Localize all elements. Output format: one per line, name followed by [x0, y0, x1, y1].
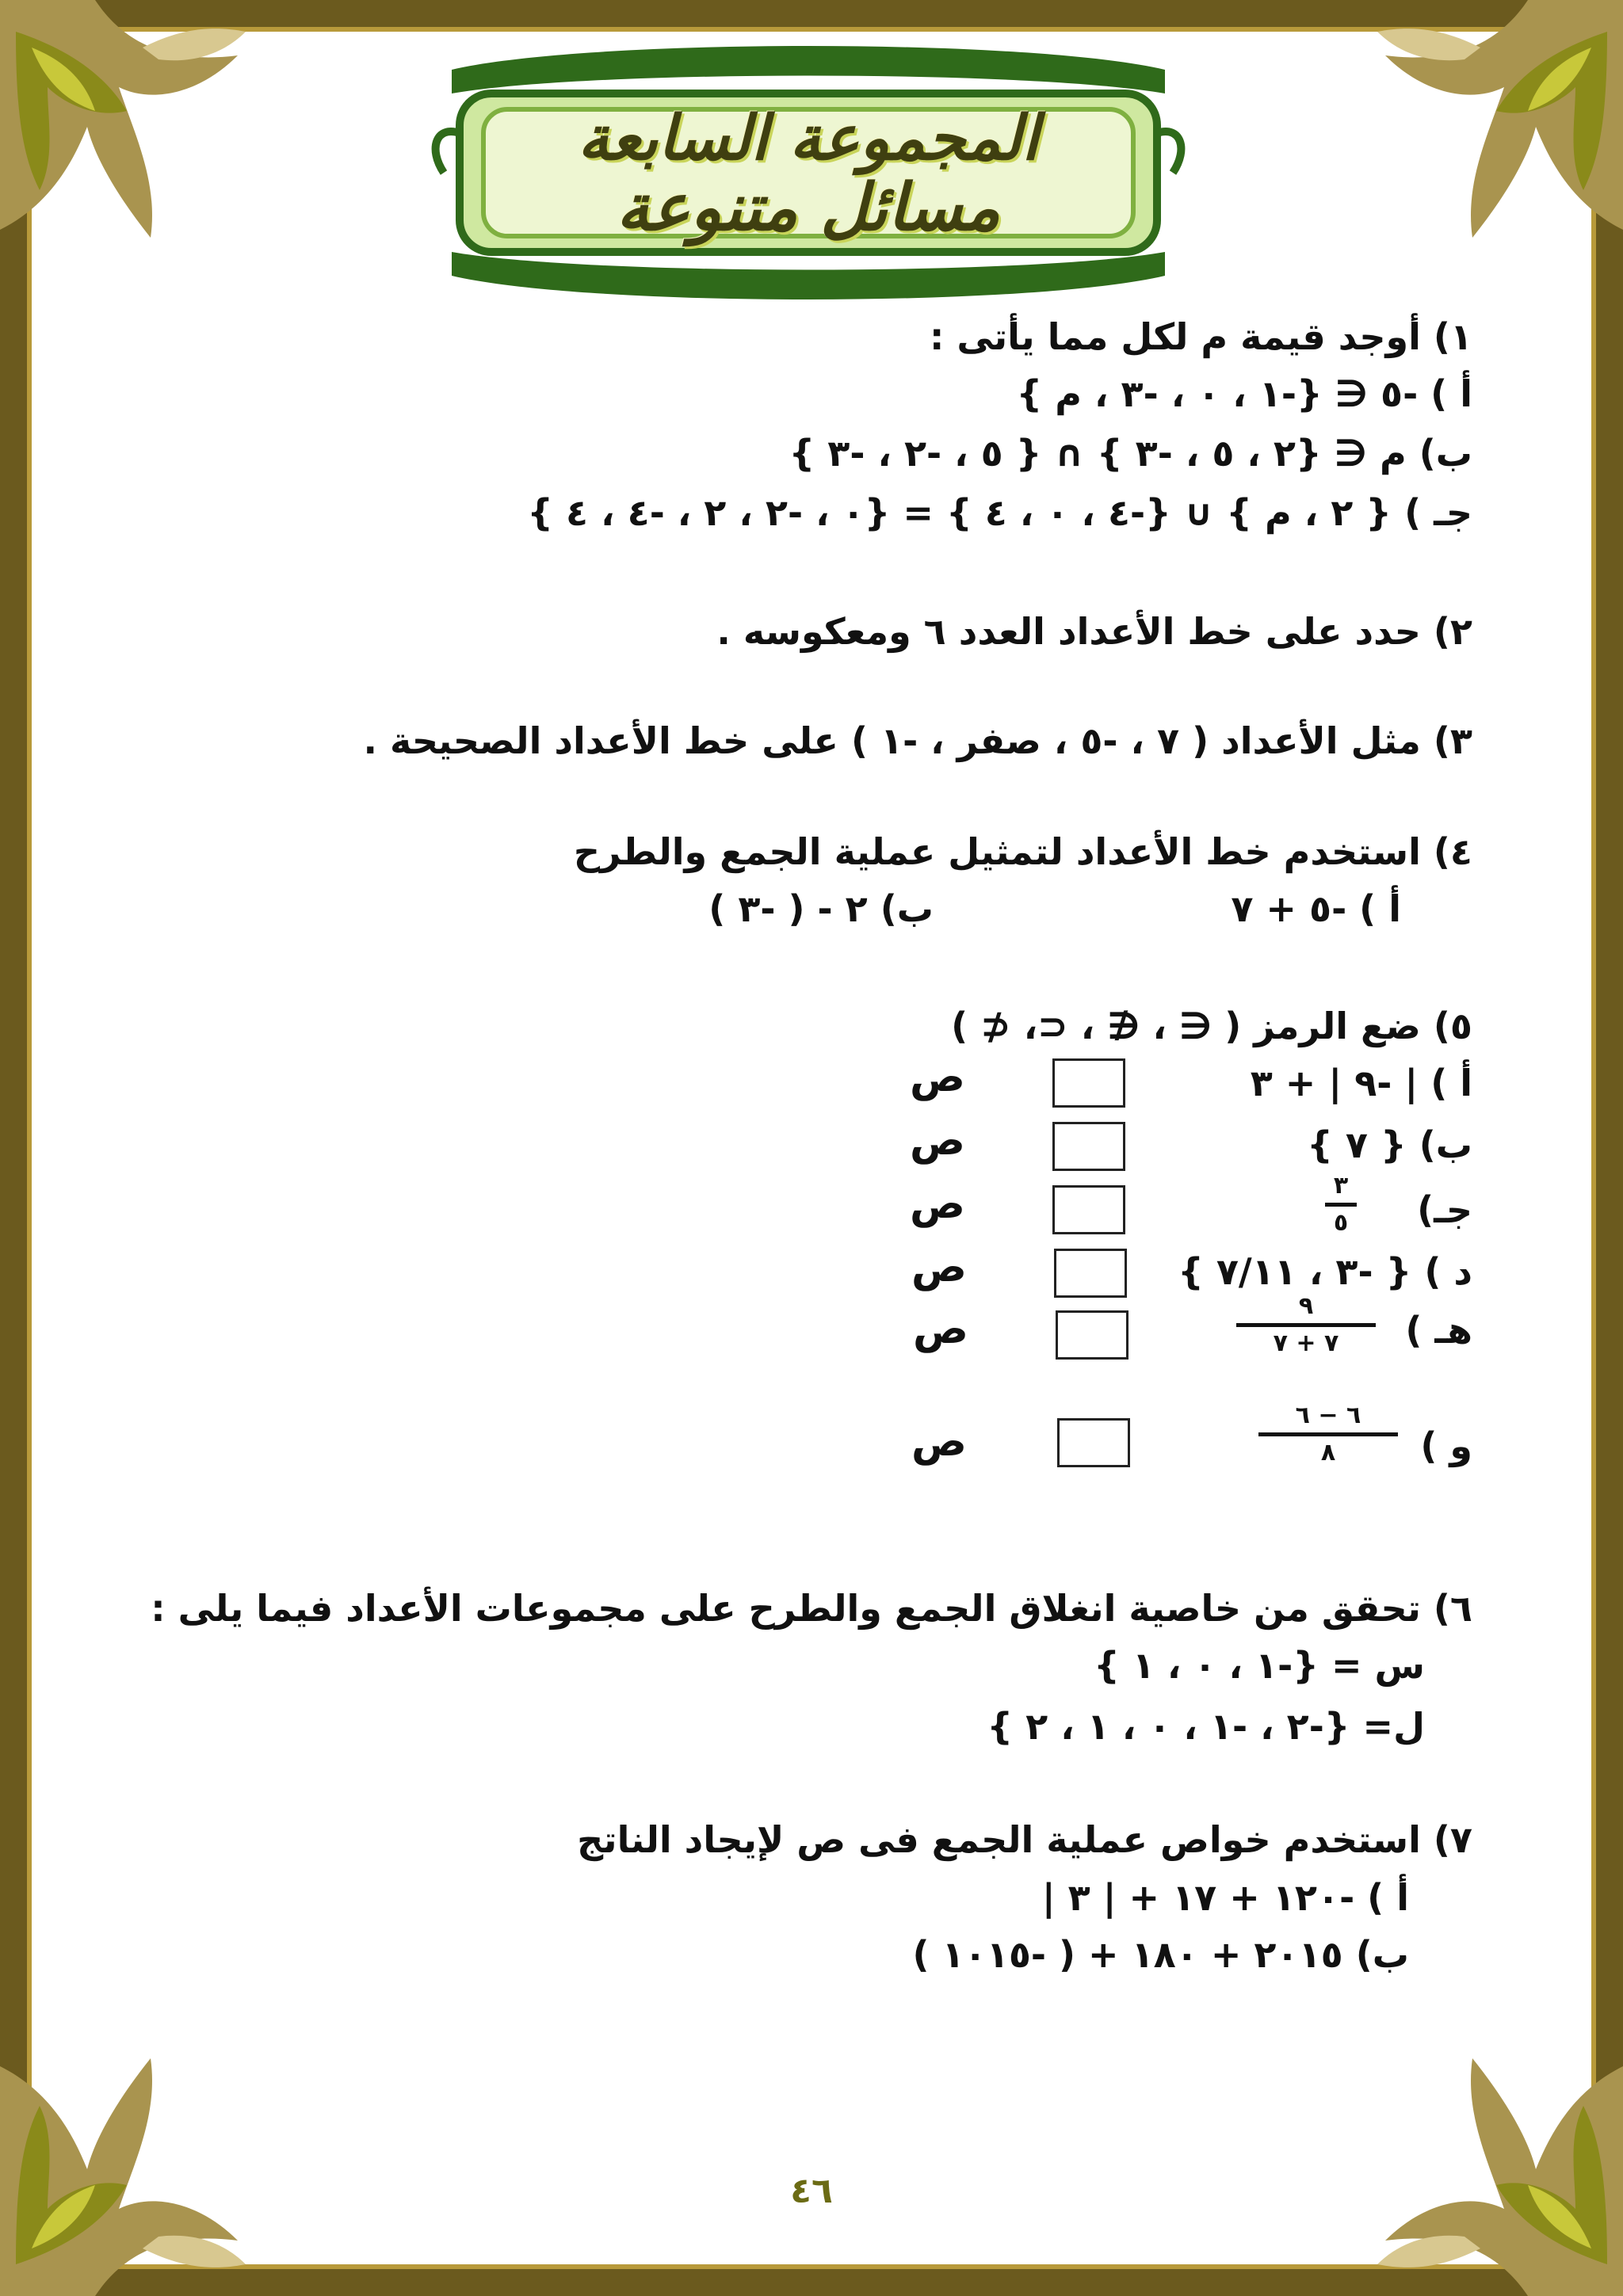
q5-part-d: د ) { -٣ ، ٧/١١ }: [1178, 1250, 1472, 1293]
corner-ornament-icon: [0, 0, 262, 333]
q5-part-c-label: جـ): [1417, 1188, 1472, 1231]
answer-box-b[interactable]: [1052, 1122, 1125, 1171]
q5-prompt: ٥) ضع الرمز ( ∈ ، ∉ ، ⊂، ⊄ ): [951, 1005, 1472, 1047]
fraction-f-denominator: ٨: [1320, 1439, 1336, 1466]
set-z-symbol: ص: [911, 1418, 967, 1466]
answer-box-c[interactable]: [1052, 1185, 1125, 1234]
q1-part-b: ب) م ∈ {٢ ، ٥ ، -٣ } ∩ { ٥ ، -٢ ، -٣ }: [789, 432, 1472, 475]
q1-prompt: ١) أوجد قيمة م لكل مما يأتى :: [929, 315, 1472, 358]
set-z-symbol: ص: [911, 1244, 967, 1291]
corner-ornament-icon: [0, 1963, 262, 2296]
corner-ornament-icon: [1361, 1963, 1623, 2296]
q2-text: ٢) حدد على خط الأعداد العدد ٦ ومعكوسه .: [716, 610, 1472, 653]
set-z-symbol: ص: [913, 1306, 968, 1353]
q5-part-b: ب) { ٧ }: [1307, 1123, 1472, 1166]
q6-prompt: ٦) تحقق من خاصية انغلاق الجمع والطرح على مجموعات الأعداد فيما يلى :: [151, 1587, 1472, 1630]
fraction-f: [1258, 1402, 1398, 1466]
answer-box-a[interactable]: [1052, 1058, 1125, 1108]
q4-part-a: أ ) -٥ + ٧: [1231, 887, 1401, 930]
fraction-f-numerator: ٦ − ٦: [1295, 1402, 1361, 1429]
q7-prompt: ٧) استخدم خواص عملية الجمع فى ص لإيجاد الناتج: [577, 1818, 1472, 1861]
q1-part-a: أ ) -٥ ∈ {-١ ، ٠ ، -٣ ، م }: [1016, 372, 1472, 415]
fraction-c-numerator: ٣: [1333, 1172, 1349, 1199]
q3-text: ٣) مثل الأعداد ( ٧ ، -٥ ، صفر ، -١ ) على خط الأعداد الصحيحة .: [363, 719, 1472, 762]
q4-part-b: ب) ٢ - ( -٣ ): [708, 887, 934, 930]
fraction-c: [1325, 1173, 1357, 1237]
q1-part-c: جـ ) { ٢ ، م } ∪ {-٤ ، ٠ ، ٤ } = {٠ ، -٢ ، ٢ ، -٤ ، ٤ }: [527, 491, 1472, 534]
set-z-symbol: ص: [910, 1054, 965, 1101]
q5-part-a: أ ) | -٩ | + ٣: [1250, 1062, 1472, 1104]
answer-box-e[interactable]: [1056, 1310, 1128, 1360]
corner-ornament-icon: [1361, 0, 1623, 333]
fraction-e-numerator: ٩: [1298, 1292, 1314, 1320]
fraction-c-denominator: ٥: [1333, 1209, 1349, 1237]
page-title: المجموعة السابعة: [578, 103, 1039, 174]
answer-box-d[interactable]: [1054, 1249, 1127, 1298]
q5-part-e-label: هـ ): [1405, 1309, 1472, 1352]
page-number: ٤٦: [790, 2171, 833, 2211]
set-z-symbol: ص: [910, 1180, 965, 1228]
q4-prompt: ٤) استخدم خط الأعداد لتمثيل عملية الجمع والطرح: [573, 830, 1472, 873]
q6-set-l: ل= {-٢ ، -١ ، ٠ ، ١ ، ٢ }: [987, 1705, 1425, 1748]
fraction-e: [1236, 1293, 1376, 1357]
set-z-symbol: ص: [910, 1117, 965, 1165]
q7-part-a: أ ) -١٢٠ + ١٧ + | ٣ |: [1041, 1876, 1409, 1919]
answer-box-f[interactable]: [1057, 1418, 1130, 1467]
fraction-e-denominator: ٧ + ٧: [1273, 1329, 1339, 1357]
page-subtitle: مسائل متنوعة: [616, 170, 1001, 246]
q7-part-b: ب) ٢٠١٥ + ١٨٠ + ( -١٠١٥ ): [912, 1933, 1409, 1976]
q6-set-s: س = {-١ ، ٠ ، ١ }: [1094, 1644, 1425, 1687]
q5-part-f-label: و ): [1420, 1425, 1472, 1467]
